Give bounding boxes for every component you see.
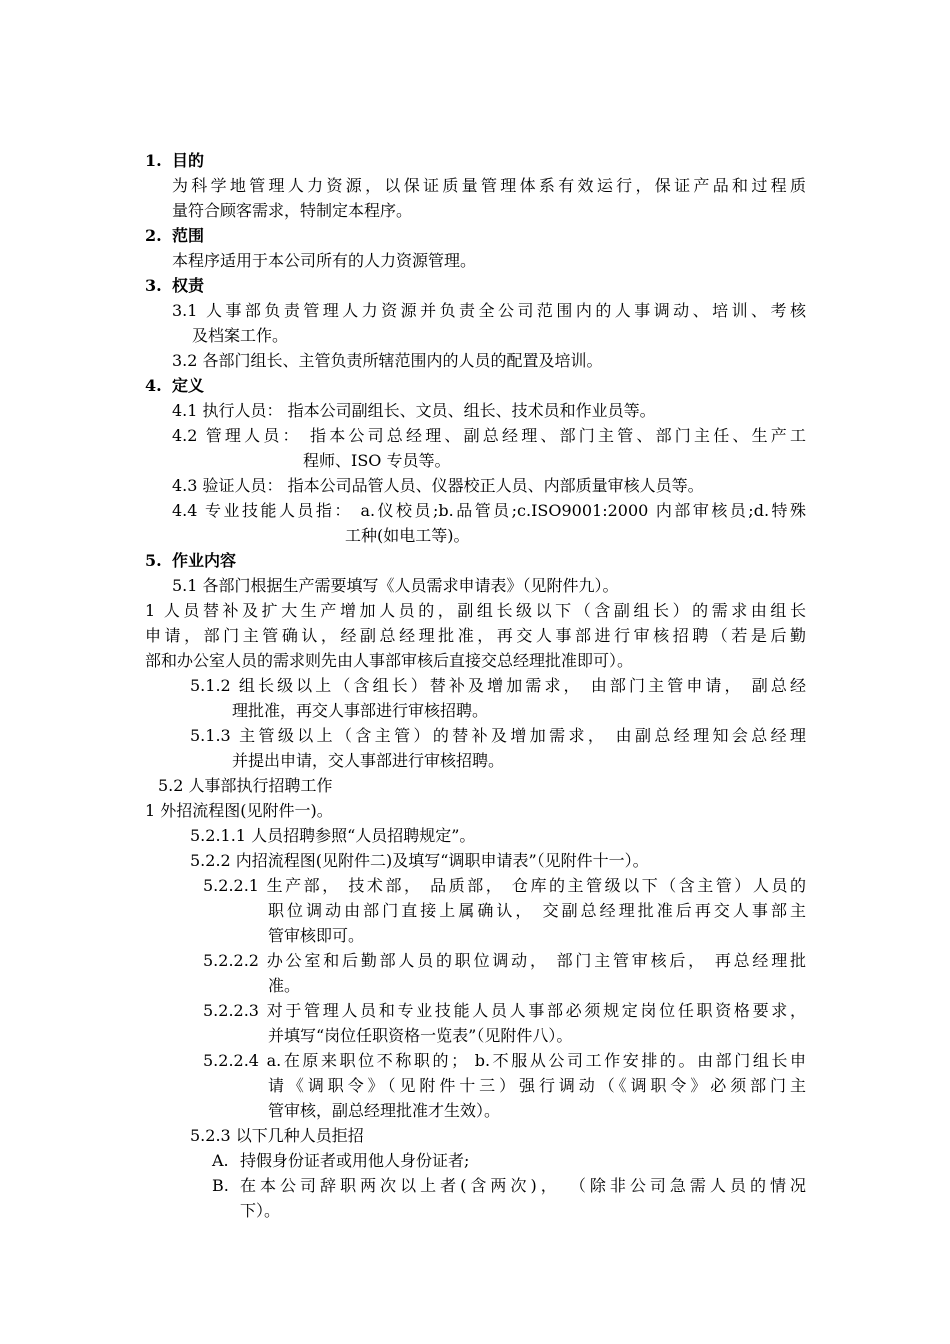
item-5-2-1-1: 5.2.1.1 人员招聘参照“人员招聘规定”。 <box>190 826 476 845</box>
section-2-text: 本程序适用于本公司所有的人力资源管理。 <box>172 251 477 270</box>
list-item-a-label: A. <box>212 1151 229 1170</box>
item-4-2-line-2: 程师、ISO 专员等。 <box>303 451 451 470</box>
item-5-2-2-4-line-3: 管审核，副总经理批准才生效）。 <box>268 1101 501 1120</box>
item-5-2-2-4-line-2: 请《调职令》（见附件十三）强行调动（《调职令》必须部门主 <box>268 1076 806 1095</box>
item-5-2-1: 1 外招流程图(见附件一)。 <box>145 801 333 820</box>
section-3-title: 权责 <box>172 276 205 295</box>
section-3-number: 3. <box>145 276 162 295</box>
item-5-1-1-line-3: 部和办公室人员的需求则先由人事部审核后直接交总经理批准即可）。 <box>145 651 634 670</box>
item-5-2-2-1-line-1: 5.2.2.1 生产部， 技术部， 品质部， 仓库的主管级以下（含主管）人员的 <box>203 876 806 895</box>
item-5-2-2: 5.2.2 内招流程图(见附件二)及填写“调职申请表”（见附件十一）。 <box>190 851 649 870</box>
item-5-1-3-line-2: 并提出申请，交人事部进行审核招聘。 <box>232 751 505 770</box>
item-5-2-2-1-line-3: 管审核即可。 <box>268 926 365 945</box>
item-5-2-2-2-line-1: 5.2.2.2 办公室和后勤部人员的职位调动， 部门主管审核后， 再总经理批 <box>203 951 806 970</box>
section-4-number: 4. <box>145 376 162 395</box>
item-5-2-2-4-line-1: 5.2.2.4 a.在原来职位不称职的； b.不服从公司工作安排的。由部门组长申 <box>203 1051 806 1070</box>
section-1-number: 1. <box>145 151 162 170</box>
item-5-1-1-line-1: 1 人员替补及扩大生产增加人员的，副组长级以下（含副组长）的需求由组长 <box>145 601 806 620</box>
section-2-title: 范围 <box>172 226 205 245</box>
section-2-number: 2. <box>145 226 162 245</box>
item-4-2-line-1: 4.2 管理人员： 指本公司总经理、副总经理、部门主管、部门主任、生产工 <box>172 426 806 445</box>
item-4-4-line-1: 4.4 专业技能人员指： a.仪校员;b.品管员;c.ISO9001:2000 内部审核员;d.特殊 <box>172 501 806 520</box>
section-4-title: 定义 <box>172 376 205 395</box>
section-5-title: 作业内容 <box>172 551 237 570</box>
item-5-2-3: 5.2.3 以下几种人员拒招 <box>190 1126 364 1145</box>
item-5-2-2-3-line-2: 并填写“岗位任职资格一览表”（见附件八）。 <box>268 1026 573 1045</box>
section-1-title: 目的 <box>172 151 205 170</box>
section-5-number: 5. <box>145 551 162 570</box>
item-3-2: 3.2 各部门组长、主管负责所辖范围内的人员的配置及培训。 <box>172 351 603 370</box>
item-5-1-2-line-1: 5.1.2 组长级以上（含组长）替补及增加需求， 由部门主管申请， 副总经 <box>190 676 806 695</box>
section-1-text-line-1: 为科学地管理人力资源，以保证质量管理体系有效运行，保证产品和过程质 <box>172 176 806 195</box>
item-5-1-2-line-2: 理批准，再交人事部进行审核招聘。 <box>232 701 489 720</box>
item-5-1: 5.1 各部门根据生产需要填写《人员需求申请表》（见附件九）。 <box>172 576 619 595</box>
item-3-1-line-2: 及档案工作。 <box>192 326 289 345</box>
list-item-b-label: B. <box>212 1176 229 1195</box>
list-item-a-text: 持假身份证者或用他人身份证者; <box>240 1151 470 1170</box>
item-3-1-line-1: 3.1 人事部负责管理人力资源并负责全公司范围内的人事调动、培训、考核 <box>172 301 806 320</box>
item-4-4-line-2: 工种(如电工等)。 <box>345 526 470 545</box>
list-item-b-text-line-1: 在本公司辞职两次以上者(含两次)， （除非公司急需人员的情况 <box>240 1176 806 1195</box>
section-1-text-line-2: 量符合顾客需求，特制定本程序。 <box>172 201 413 220</box>
item-4-1: 4.1 执行人员： 指本公司副组长、文员、组长、技术员和作业员等。 <box>172 401 656 420</box>
item-5-2: 5.2 人事部执行招聘工作 <box>158 776 333 795</box>
item-4-3: 4.3 验证人员： 指本公司品管人员、仪器校正人员、内部质量审核人员等。 <box>172 476 704 495</box>
item-5-1-1-line-2: 申请，部门主管确认，经副总经理批准，再交人事部进行审核招聘（若是后勤 <box>145 626 806 645</box>
item-5-2-2-2-line-2: 准。 <box>268 976 301 995</box>
item-5-2-2-1-line-2: 职位调动由部门直接上属确认， 交副总经理批准后再交人事部主 <box>268 901 806 920</box>
item-5-2-2-3-line-1: 5.2.2.3 对于管理人员和专业技能人员人事部必须规定岗位任职资格要求， <box>203 1001 806 1020</box>
list-item-b-text-line-2: 下）。 <box>240 1201 281 1220</box>
item-5-1-3-line-1: 5.1.3 主管级以上（含主管）的替补及增加需求， 由副总经理知会总经理 <box>190 726 806 745</box>
